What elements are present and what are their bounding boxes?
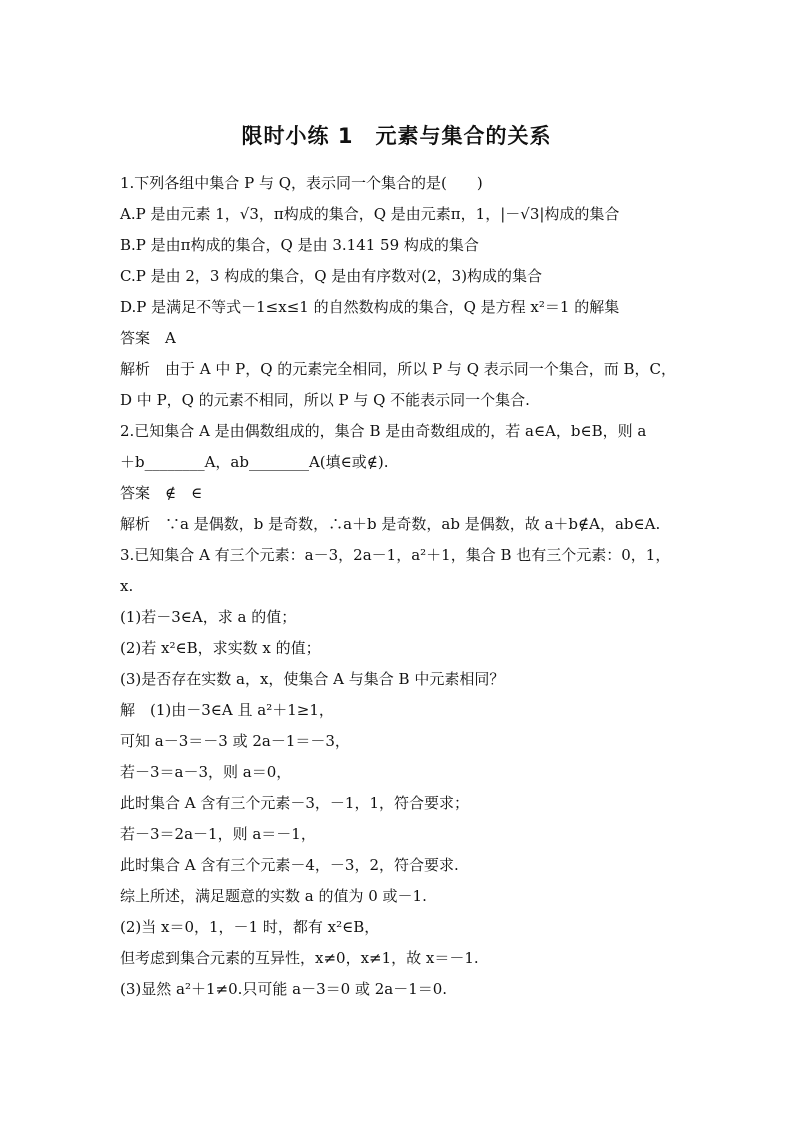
question-1-stem: 1.下列各组中集合 P 与 Q，表示同一个集合的是( ) bbox=[120, 174, 483, 192]
document-body bbox=[120, 168, 680, 1005]
question-1-option-b: B.P 是由π构成的集合，Q 是由 3.141 59 构成的集合 bbox=[120, 236, 479, 254]
solution-line-3: 若－3＝a－3，则 a＝0， bbox=[120, 763, 292, 781]
question-3-stem-line-2: x. bbox=[120, 577, 134, 595]
solution-line-2: 可知 a－3＝－3 或 2a－1＝－3， bbox=[120, 732, 350, 750]
question-3-part-3: (3)是否存在实数 a，x，使集合 A 与集合 B 中元素相同？ bbox=[120, 670, 505, 688]
question-2-analysis: 解析 ∵a 是偶数，b 是奇数，∴a＋b 是奇数，ab 是偶数，故 a＋b∉A，ab∈A. bbox=[120, 515, 661, 533]
page-title: 限时小练 1 元素与集合的关系 bbox=[241, 124, 552, 148]
solution-line-8: (2)当 x＝0，1，－1 时，都有 x²∈B， bbox=[120, 918, 380, 936]
question-1-analysis-line-2: D 中 P，Q 的元素不相同，所以 P 与 Q 不能表示同一个集合. bbox=[120, 391, 530, 409]
solution-line-5: 若－3＝2a－1，则 a＝－1， bbox=[120, 825, 316, 843]
question-3-part-1: (1)若－3∈A，求 a 的值； bbox=[120, 608, 297, 626]
question-2-answer: 答案 ∉ ∈ bbox=[120, 484, 203, 502]
question-3-part-2: (2)若 x²∈B，求实数 x 的值； bbox=[120, 639, 321, 657]
question-3-stem-line-1: 3.已知集合 A 有三个元素：a－3，2a－1，a²＋1，集合 B 也有三个元素：0，1， bbox=[120, 546, 671, 564]
solution-line-7: 综上所述，满足题意的实数 a 的值为 0 或－1. bbox=[120, 887, 427, 905]
solution-line-1: 解 (1)由－3∈A 且 a²＋1≥1， bbox=[120, 701, 334, 719]
question-1-answer: 答案 A bbox=[120, 329, 176, 347]
question-1-option-a: A.P 是由元素 1，√3，π构成的集合，Q 是由元素π，1，|－√3|构成的集合 bbox=[120, 205, 620, 223]
solution-line-9: 但考虑到集合元素的互异性，x≠0，x≠1，故 x＝－1. bbox=[120, 949, 479, 967]
solution-line-6: 此时集合 A 含有三个元素－4，－3，2，符合要求. bbox=[120, 856, 459, 874]
question-1-option-d: D.P 是满足不等式－1≤x≤1 的自然数构成的集合，Q 是方程 x²＝1 的解集 bbox=[120, 298, 620, 316]
question-2-stem-line-1: 2.已知集合 A 是由偶数组成的，集合 B 是由奇数组成的，若 a∈A，b∈B，则 a bbox=[120, 422, 647, 440]
question-2-stem-line-2: ＋b________A，ab________A(填∈或∉). bbox=[120, 453, 389, 471]
question-1-option-c: C.P 是由 2，3 构成的集合，Q 是由有序数对(2，3)构成的集合 bbox=[120, 267, 543, 285]
solution-line-4: 此时集合 A 含有三个元素－3，－1，1，符合要求； bbox=[120, 794, 470, 812]
question-1-analysis-line-1: 解析 由于 A 中 P，Q 的元素完全相同，所以 P 与 Q 表示同一个集合，而 B，C， bbox=[120, 360, 677, 378]
solution-line-10: (3)显然 a²＋1≠0.只可能 a－3＝0 或 2a－1＝0. bbox=[120, 980, 448, 998]
